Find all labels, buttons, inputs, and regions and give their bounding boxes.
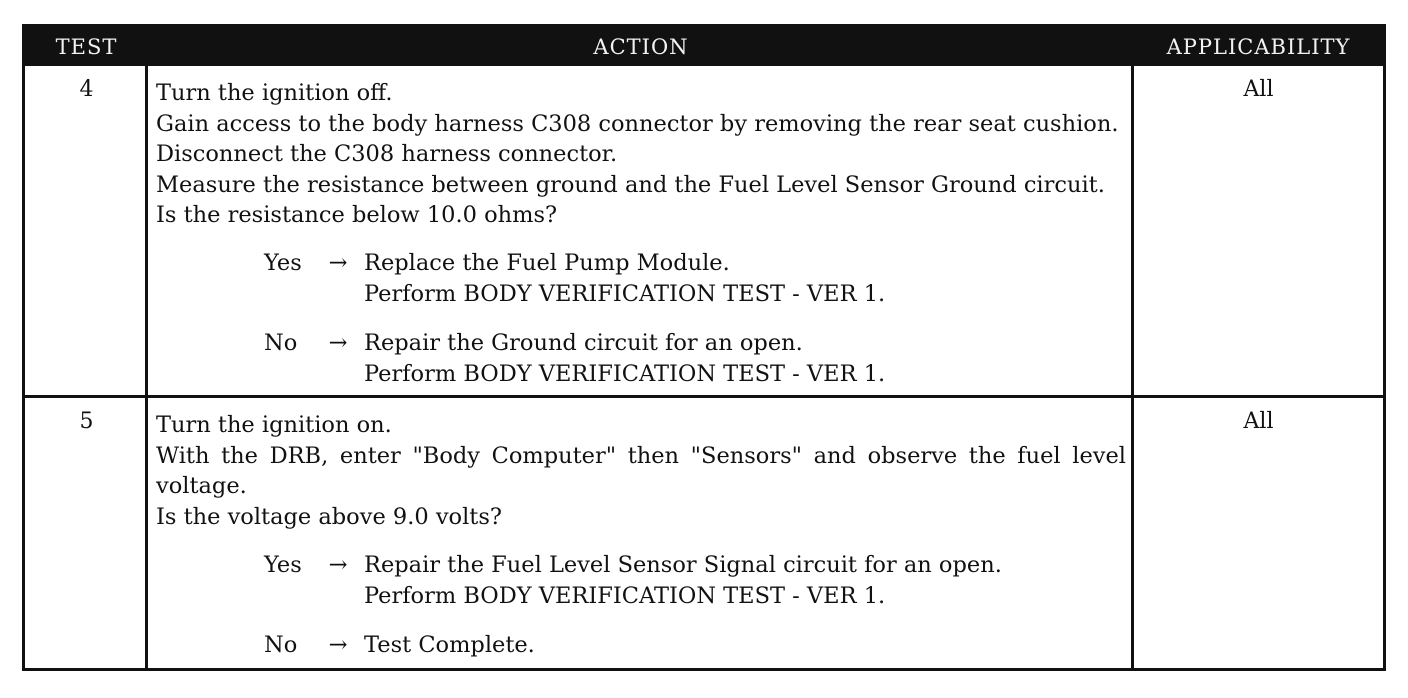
answer-yes [264,248,1124,309]
right-arrow-icon: → [328,330,348,356]
action-step: Turn the ignition off. [156,80,393,106]
response-line: Repair the Fuel Level Sensor Signal circuit for an open. [364,552,1002,578]
action-step: Gain access to the body harness C308 connector by removing the rear seat cushion. [156,110,1119,137]
answer-label: No [264,632,298,658]
action-step: Measure the resistance between ground and the Fuel Level Sensor Ground circuit. [156,171,1105,198]
header-test: TEST [55,34,118,59]
response-line: Repair the Ground circuit for an open. [364,330,803,356]
header-action: ACTION [593,34,689,59]
action-step: Disconnect the C308 harness connector. [156,141,618,167]
right-arrow-icon: → [328,250,348,276]
row-divider [25,395,1383,398]
answer-yes [264,550,1124,611]
test-procedure-table [22,24,1386,671]
action-steps [156,78,1126,231]
action-step: Is the resistance below 10.0 ohms? [156,202,558,228]
response-line: Perform BODY VERIFICATION TEST - VER 1. [364,360,886,387]
answer-response [364,328,1124,389]
column-divider [145,66,148,668]
applicability-value: All [1243,77,1274,102]
response-line: Perform BODY VERIFICATION TEST - VER 1. [364,582,886,609]
action-step: Turn the ignition on. [156,412,392,438]
action-step: With the DRB, enter "Body Computer" then "Sensors" and observe the fuel level voltage. [156,442,1126,499]
response-line: Perform BODY VERIFICATION TEST - VER 1. [364,280,886,307]
answer-response [364,248,1124,309]
response-line: Replace the Fuel Pump Module. [364,250,730,276]
action-steps [156,410,1126,532]
table-header [25,27,1383,66]
answer-label: No [264,330,298,356]
response-line: Test Complete. [364,632,535,658]
action-step: Is the voltage above 9.0 volts? [156,503,502,530]
answer-no [264,328,1124,389]
answer-label: Yes [264,250,302,276]
right-arrow-icon: → [328,632,348,658]
header-applicability: APPLICABILITY [1166,34,1351,59]
answer-label: Yes [264,552,302,578]
answer-response [364,550,1124,611]
answer-no [264,630,1124,661]
applicability-value: All [1243,409,1274,434]
test-number: 4 [79,77,94,102]
answer-response [364,630,1124,661]
column-divider [1131,66,1134,668]
right-arrow-icon: → [328,552,348,578]
test-number: 5 [79,409,94,434]
